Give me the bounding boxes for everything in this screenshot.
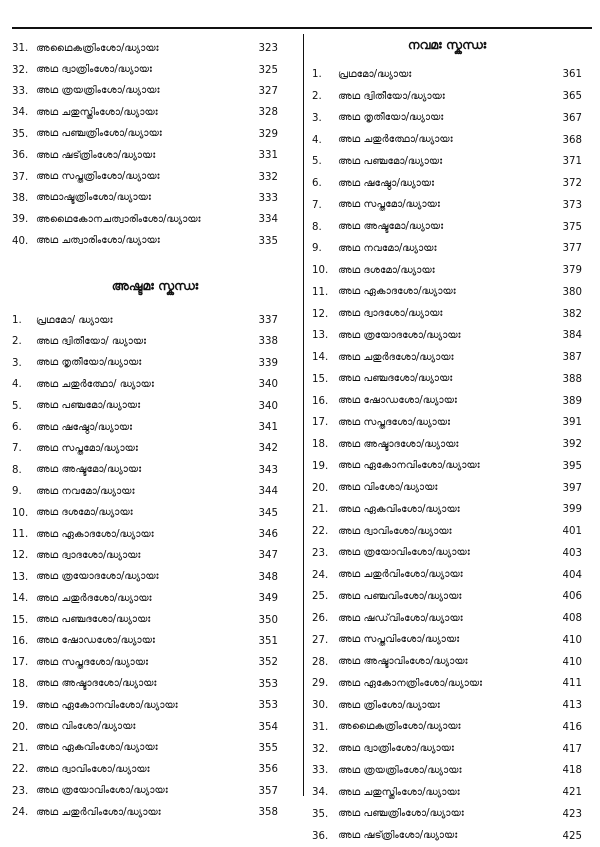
page-number: 375 bbox=[562, 221, 582, 233]
toc-row bbox=[312, 804, 582, 826]
toc-row bbox=[12, 438, 278, 459]
toc-row bbox=[312, 630, 582, 652]
chapter-number: 17. bbox=[12, 657, 29, 669]
chapter-title: അഥ ചതുർദശോ/ദ്ധ്യായഃ bbox=[338, 351, 454, 363]
chapter-title: അഥ ചതുസ്ത്രിംശോ/ദ്ധ്യായഃ bbox=[36, 106, 158, 118]
toc-row bbox=[312, 325, 582, 347]
chapter-title: അഥ അഷ്ടമോ/ദ്ധ്യായഃ bbox=[338, 221, 444, 233]
page-number: 399 bbox=[562, 504, 582, 516]
toc-row bbox=[12, 231, 278, 252]
chapter-number: 17. bbox=[312, 417, 329, 429]
chapter-number: 21. bbox=[12, 742, 29, 754]
chapter-title: അഥ തൃതീയോ/ദ്ധ്യായഃ bbox=[338, 112, 444, 124]
toc-row bbox=[312, 412, 582, 434]
toc-row bbox=[12, 331, 278, 352]
chapter-number: 9. bbox=[312, 243, 322, 255]
page-number: 367 bbox=[562, 112, 582, 124]
toc-row bbox=[312, 782, 582, 804]
page-number: 379 bbox=[562, 265, 582, 277]
chapter-title: അഥ ഏകവിംശോ/ദ്ധ്യായഃ bbox=[338, 503, 460, 515]
chapter-number: 6. bbox=[312, 178, 322, 190]
chapter-number: 10. bbox=[12, 507, 29, 519]
chapter-title: അഥ ചതുർവിംശോ/ദ്ധ്യായഃ bbox=[338, 569, 463, 581]
page-number: 323 bbox=[258, 43, 278, 55]
toc-row bbox=[12, 59, 278, 80]
page-number: 410 bbox=[562, 634, 582, 646]
toc-row bbox=[312, 86, 582, 108]
chapter-title: അഥ ചതുർദശോ/ദ്ധ്യായഃ bbox=[36, 592, 152, 604]
page-number: 328 bbox=[258, 107, 278, 119]
toc-row bbox=[312, 521, 582, 543]
page-number: 418 bbox=[562, 765, 582, 777]
page-number: 341 bbox=[258, 422, 278, 434]
chapter-title: അഥ ഷഡ്‌വിംശോ/ദ്ധ്യായഃ bbox=[338, 612, 463, 624]
toc-row bbox=[12, 353, 278, 374]
chapter-number: 35. bbox=[312, 808, 329, 820]
toc-row bbox=[312, 390, 582, 412]
chapter-number: 31. bbox=[312, 721, 329, 733]
page-number: 334 bbox=[258, 214, 278, 226]
chapter-title: അഥ ഷഷ്ഠോ/ദ്ധ്യായഃ bbox=[338, 177, 435, 189]
right-section-list bbox=[312, 64, 582, 847]
page-number: 373 bbox=[562, 199, 582, 211]
page-number: 404 bbox=[562, 569, 582, 581]
page-number: 354 bbox=[258, 721, 278, 733]
chapter-title: അഥ ചത്വാരിംശോ/ദ്ധ്യായഃ bbox=[36, 235, 160, 247]
toc-row bbox=[312, 738, 582, 760]
chapter-title: അഥ പഞ്ചമോ/ദ്ധ്യായഃ bbox=[36, 400, 141, 412]
page-number: 340 bbox=[258, 379, 278, 391]
chapter-number: 20. bbox=[12, 721, 29, 733]
toc-row bbox=[12, 374, 278, 395]
page-number: 343 bbox=[258, 464, 278, 476]
toc-row bbox=[12, 545, 278, 566]
chapter-number: 35. bbox=[12, 128, 29, 140]
chapter-number: 24. bbox=[12, 807, 29, 819]
page-number: 339 bbox=[258, 357, 278, 369]
chapter-number: 15. bbox=[312, 373, 329, 385]
chapter-title: അഥ ഏകാദശോ/ദ്ധ്യായഃ bbox=[36, 528, 154, 540]
left-column bbox=[12, 38, 278, 823]
chapter-number: 13. bbox=[12, 571, 29, 583]
page-number: 325 bbox=[258, 64, 278, 76]
page-number: 337 bbox=[258, 315, 278, 327]
chapter-title: അഥ അഷ്ടാദശോ/ദ്ധ്യായഃ bbox=[338, 438, 459, 450]
page-number: 403 bbox=[562, 547, 582, 559]
chapter-number: 32. bbox=[312, 743, 329, 755]
toc-row bbox=[312, 216, 582, 238]
chapter-number: 9. bbox=[12, 486, 22, 498]
toc-row bbox=[12, 460, 278, 481]
page-number: 357 bbox=[258, 785, 278, 797]
page-number: 331 bbox=[258, 150, 278, 162]
chapter-number: 11. bbox=[312, 286, 329, 298]
page-number: 353 bbox=[258, 700, 278, 712]
toc-row bbox=[12, 102, 278, 123]
toc-row bbox=[12, 395, 278, 416]
toc-row bbox=[312, 651, 582, 673]
toc-row bbox=[12, 81, 278, 102]
toc-row bbox=[312, 108, 582, 130]
page-number: 350 bbox=[258, 614, 278, 626]
toc-row bbox=[312, 64, 582, 86]
chapter-title: അഥ ദശമോ/ദ്ധ്യായഃ bbox=[338, 264, 435, 276]
chapter-number: 23. bbox=[312, 547, 329, 559]
chapter-title: അഥ ഷട്ത്രിംശോ/ദ്ധ്യായഃ bbox=[338, 830, 458, 842]
chapter-number: 2. bbox=[312, 91, 322, 103]
page-number: 327 bbox=[258, 85, 278, 97]
page-number: 353 bbox=[258, 678, 278, 690]
chapter-number: 11. bbox=[12, 529, 29, 540]
page-number: 388 bbox=[562, 373, 582, 385]
chapter-number: 36. bbox=[312, 830, 329, 842]
toc-row bbox=[12, 652, 278, 673]
chapter-title: അഥ ദ്വാദശോ/ദ്ധ്യായഃ bbox=[338, 308, 443, 320]
chapter-title: അഥ ത്രയോദശോ/ദ്ധ്യായഃ bbox=[36, 571, 159, 583]
chapter-number: 28. bbox=[312, 656, 329, 668]
toc-row bbox=[312, 477, 582, 499]
page-number: 338 bbox=[258, 336, 278, 348]
toc-row bbox=[12, 166, 278, 187]
chapter-title: അഥ ദ്വാത്രിംശോ/ദ്ധ്യായഃ bbox=[36, 64, 152, 76]
chapter-title: അഥാഷ്ടത്രിംശോ/ദ്ധ്യായഃ bbox=[36, 192, 151, 204]
chapter-number: 3. bbox=[312, 112, 322, 124]
chapter-title: അഥ സപ്തമോ/ദ്ധ്യായഃ bbox=[36, 442, 138, 454]
chapter-number: 5. bbox=[12, 400, 22, 412]
chapter-number: 3. bbox=[12, 357, 22, 369]
chapter-title: അഥ ത്രയോദശോ/ദ്ധ്യായഃ bbox=[338, 329, 461, 341]
chapter-title: അഥ ദ്വാവിംശോ/ദ്ധ്യായഃ bbox=[36, 763, 150, 775]
chapter-title: അഥ പഞ്ചത്രിംശോ/ദ്ധ്യായഃ bbox=[338, 808, 464, 820]
page-number: 371 bbox=[562, 156, 582, 168]
toc-row bbox=[12, 588, 278, 609]
toc-row bbox=[12, 609, 278, 630]
chapter-title: അഥ ദ്വാവിംശോ/ദ്ധ്യായഃ bbox=[338, 525, 452, 537]
chapter-number: 19. bbox=[312, 460, 329, 472]
chapter-number: 23. bbox=[12, 785, 29, 797]
page-number: 416 bbox=[562, 721, 582, 733]
toc-row bbox=[12, 759, 278, 780]
chapter-number: 30. bbox=[312, 700, 329, 712]
chapter-number: 32. bbox=[12, 64, 29, 76]
toc-row bbox=[12, 145, 278, 166]
chapter-number: 33. bbox=[312, 765, 329, 777]
chapter-title: അഥ വിംശോ/ദ്ധ്യായഃ bbox=[36, 721, 136, 733]
chapter-number: 40. bbox=[12, 235, 29, 247]
toc-row bbox=[12, 674, 278, 695]
chapter-title: അഥ അഷ്ടാദശോ/ദ്ധ്യായഃ bbox=[36, 678, 157, 690]
chapter-title: അഥ ത്രയത്രിംശോ/ദ്ധ്യായഃ bbox=[338, 764, 462, 776]
page-number: 411 bbox=[562, 678, 582, 690]
toc-row bbox=[312, 586, 582, 608]
chapter-title: അഥ സപ്തമോ/ദ്ധ്യായഃ bbox=[338, 199, 440, 211]
chapter-number: 14. bbox=[12, 593, 29, 605]
page-number: 384 bbox=[562, 330, 582, 342]
top-rule bbox=[12, 27, 592, 29]
chapter-title: അഥ പഞ്ചത്രിംശോ/ദ്ധ്യായഃ bbox=[36, 128, 162, 140]
chapter-number: 39. bbox=[12, 214, 29, 226]
chapter-title: അഥ ത്രയത്രിംശോ/ദ്ധ്യായഃ bbox=[36, 85, 160, 97]
chapter-number: 37. bbox=[12, 171, 29, 183]
toc-row bbox=[312, 695, 582, 717]
toc-row bbox=[312, 608, 582, 630]
chapter-title: അഥൈകത്രിംശോ/ദ്ധ്യായഃ bbox=[36, 42, 159, 54]
toc-row bbox=[12, 209, 278, 230]
chapter-title: പ്രഥമോ/ദ്ധ്യായഃ bbox=[338, 68, 412, 80]
page-number: 387 bbox=[562, 352, 582, 364]
page-number: 355 bbox=[258, 742, 278, 754]
page-number: 372 bbox=[562, 178, 582, 190]
chapter-number: 8. bbox=[312, 221, 322, 233]
chapter-title: പ്രഥമോ/ ദ്ധ്യായഃ bbox=[36, 314, 113, 326]
page-number: 352 bbox=[258, 657, 278, 669]
chapter-title: അഥ പഞ്ചദശോ/ദ്ധ്യായഃ bbox=[338, 373, 453, 385]
page-number: 365 bbox=[562, 91, 582, 103]
chapter-number: 4. bbox=[12, 379, 22, 391]
chapter-number: 24. bbox=[312, 569, 329, 581]
chapter-title: അഥ ചതുസ്ത്രിംശോ/ദ്ധ്യായഃ bbox=[338, 786, 460, 798]
toc-row bbox=[312, 173, 582, 195]
chapter-title: അഥ ചതുർത്ഥോ/ ദ്ധ്യായഃ bbox=[36, 378, 154, 390]
chapter-title: അഥ ഷോഡശോ/ദ്ധ്യായഃ bbox=[36, 635, 155, 647]
page-number: 391 bbox=[562, 417, 582, 429]
chapter-number: 34. bbox=[12, 107, 29, 119]
page-number: 389 bbox=[562, 395, 582, 407]
toc-row bbox=[312, 499, 582, 521]
chapter-number: 15. bbox=[12, 614, 29, 626]
chapter-number: 31. bbox=[12, 43, 29, 55]
chapter-title: അഥ ചതുർവിംശോ/ദ്ധ്യായഃ bbox=[36, 806, 161, 818]
left-section-list bbox=[12, 310, 278, 823]
page-number: 344 bbox=[258, 486, 278, 498]
toc-row bbox=[312, 717, 582, 739]
toc-row bbox=[312, 825, 582, 847]
chapter-title: അഥ ഏകാദശോ/ദ്ധ്യായഃ bbox=[338, 286, 456, 298]
left-top-list bbox=[12, 38, 278, 252]
page-number: 421 bbox=[562, 787, 582, 799]
toc-row bbox=[12, 695, 278, 716]
chapter-title: അഥ ഏകോനവിംശോ/ദ്ധ്യായഃ bbox=[36, 699, 178, 711]
page-number: 413 bbox=[562, 700, 582, 712]
toc-row bbox=[312, 760, 582, 782]
toc-row bbox=[12, 188, 278, 209]
page-number: 423 bbox=[562, 808, 582, 820]
chapter-number: 19. bbox=[12, 700, 29, 712]
chapter-title: അഥ ത്രിംശോ/ദ്ധ്യായഃ bbox=[338, 699, 440, 711]
toc-row bbox=[12, 567, 278, 588]
toc-row bbox=[312, 456, 582, 478]
chapter-number: 22. bbox=[12, 764, 29, 776]
toc-row bbox=[312, 282, 582, 304]
chapter-number: 13. bbox=[312, 330, 329, 342]
toc-row bbox=[12, 524, 278, 545]
page-number: 392 bbox=[562, 439, 582, 451]
chapter-number: 25. bbox=[312, 591, 329, 603]
page-number: 347 bbox=[258, 550, 278, 562]
page-number: 358 bbox=[258, 807, 278, 819]
chapter-number: 7. bbox=[12, 443, 22, 455]
chapter-number: 21. bbox=[312, 504, 329, 516]
page-number: 329 bbox=[258, 128, 278, 140]
toc-row bbox=[312, 543, 582, 565]
toc-row bbox=[312, 195, 582, 217]
chapter-number: 18. bbox=[12, 678, 29, 690]
chapter-title: അഥ ഏകോനത്രിംശോ/ദ്ധ്യായഃ bbox=[338, 677, 483, 689]
page-number: 406 bbox=[562, 591, 582, 603]
chapter-title: അഥ അഷ്ടമോ/ദ്ധ്യായഃ bbox=[36, 464, 142, 476]
toc-row bbox=[312, 151, 582, 173]
chapter-title: അഥ നവമോ/ദ്ധ്യായഃ bbox=[338, 242, 437, 254]
toc-row bbox=[312, 129, 582, 151]
chapter-number: 16. bbox=[312, 395, 329, 407]
chapter-number: 29. bbox=[312, 678, 329, 690]
toc-row bbox=[312, 369, 582, 391]
chapter-number: 1. bbox=[312, 69, 322, 81]
right-column bbox=[312, 38, 582, 847]
chapter-title: അഥ ഷട്ത്രിംശോ/ദ്ധ്യായഃ bbox=[36, 149, 156, 161]
chapter-title: അഥ വിംശോ/ദ്ധ്യായഃ bbox=[338, 482, 438, 494]
page-number: 351 bbox=[258, 635, 278, 647]
chapter-title: അഥൈകോനചത്വാരിംശോ/ദ്ധ്യായഃ bbox=[36, 213, 201, 225]
chapter-number: 18. bbox=[312, 439, 329, 451]
chapter-title: അഥ സപ്തദശോ/ദ്ധ്യായഃ bbox=[338, 416, 451, 428]
chapter-number: 1. bbox=[12, 315, 22, 327]
chapter-number: 27. bbox=[312, 634, 329, 646]
chapter-number: 10. bbox=[312, 265, 329, 277]
chapter-number: 16. bbox=[12, 635, 29, 647]
toc-row bbox=[312, 303, 582, 325]
page-number: 348 bbox=[258, 571, 278, 583]
toc-row bbox=[12, 781, 278, 802]
chapter-number: 2. bbox=[12, 336, 22, 348]
toc-row bbox=[12, 802, 278, 823]
toc-row bbox=[312, 434, 582, 456]
page-number: 361 bbox=[562, 69, 582, 81]
section-heading-ashtama: അഷ്ടമഃ സ്കന്ധഃ bbox=[111, 277, 199, 293]
chapter-title: അഥ സപ്തദശോ/ദ്ധ്യായഃ bbox=[36, 656, 149, 668]
chapter-number: 4. bbox=[312, 134, 322, 146]
chapter-title: അഥ പഞ്ചവിംശോ/ദ്ധ്യായഃ bbox=[338, 590, 462, 602]
toc-row bbox=[12, 38, 278, 59]
page-number: 380 bbox=[562, 286, 582, 298]
chapter-title: അഥ ഷോഡശോ/ദ്ധ്യായഃ bbox=[338, 395, 457, 407]
chapter-title: അഥ ത്രയോവിംശോ/ദ്ധ്യായഃ bbox=[338, 547, 470, 559]
toc-row bbox=[312, 347, 582, 369]
chapter-number: 33. bbox=[12, 85, 29, 97]
page-number: 346 bbox=[258, 529, 278, 540]
page-number: 397 bbox=[562, 482, 582, 494]
chapter-number: 26. bbox=[312, 613, 329, 625]
chapter-title: അഥ പഞ്ചദശോ/ദ്ധ്യായഃ bbox=[36, 614, 151, 626]
toc-row bbox=[12, 738, 278, 759]
toc-row bbox=[12, 481, 278, 502]
page-number: 335 bbox=[258, 235, 278, 247]
chapter-number: 22. bbox=[312, 526, 329, 538]
page-number: 345 bbox=[258, 507, 278, 519]
chapter-title: അഥ ദ്വാദശോ/ദ്ധ്യായഃ bbox=[36, 549, 141, 561]
chapter-title: അഥ ഏകോനവിംശോ/ദ്ധ്യായഃ bbox=[338, 460, 480, 472]
page-number: 349 bbox=[258, 593, 278, 605]
chapter-title: അഥ ദശമോ/ദ്ധ്യായഃ bbox=[36, 507, 133, 519]
page-number: 410 bbox=[562, 656, 582, 668]
toc-row bbox=[12, 631, 278, 652]
toc-row bbox=[312, 238, 582, 260]
page-number: 395 bbox=[562, 460, 582, 472]
chapter-title: അഥ തൃതീയോ/ദ്ധ്യായഃ bbox=[36, 357, 142, 369]
page-number: 425 bbox=[562, 830, 582, 842]
chapter-number: 34. bbox=[312, 787, 329, 799]
chapter-number: 12. bbox=[312, 308, 329, 320]
toc-row bbox=[12, 310, 278, 331]
toc-row bbox=[312, 564, 582, 586]
chapter-title: അഥ ദ്വാത്രിംശോ/ദ്ധ്യായഃ bbox=[338, 743, 454, 755]
page-number: 382 bbox=[562, 308, 582, 320]
chapter-number: 14. bbox=[312, 352, 329, 364]
chapter-title: അഥ സപ്തവിംശോ/ദ്ധ്യായഃ bbox=[338, 634, 460, 646]
chapter-number: 7. bbox=[312, 199, 322, 211]
chapter-number: 20. bbox=[312, 482, 329, 494]
chapter-title: അഥ ചതുർത്ഥോ/ദ്ധ്യായഃ bbox=[338, 134, 453, 146]
page-number: 408 bbox=[562, 613, 582, 625]
toc-row bbox=[312, 260, 582, 282]
chapter-title: അഥ നവമോ/ദ്ധ്യായഃ bbox=[36, 485, 135, 497]
toc-row bbox=[12, 417, 278, 438]
toc-row bbox=[12, 124, 278, 145]
page-number: 401 bbox=[562, 526, 582, 538]
page-number: 377 bbox=[562, 243, 582, 255]
chapter-title: അഥ സപ്തത്രിംശോ/ദ്ധ്യായഃ bbox=[36, 171, 160, 183]
chapter-title: അഥ ഏകവിംശോ/ദ്ധ്യായഃ bbox=[36, 742, 158, 754]
page-number: 340 bbox=[258, 400, 278, 412]
page-number: 332 bbox=[258, 171, 278, 183]
section-heading-navama: നവമഃ സ്കന്ധഃ bbox=[407, 37, 487, 52]
page-number: 368 bbox=[562, 134, 582, 146]
chapter-number: 6. bbox=[12, 422, 22, 434]
column-divider bbox=[303, 34, 304, 796]
chapter-number: 38. bbox=[12, 192, 29, 204]
chapter-number: 36. bbox=[12, 150, 29, 162]
chapter-title: അഥ ത്രയോവിംശോ/ദ്ധ്യായഃ bbox=[36, 785, 168, 797]
chapter-title: അഥ പഞ്ചമോ/ദ്ധ്യായഃ bbox=[338, 155, 443, 167]
page-number: 342 bbox=[258, 443, 278, 455]
chapter-title: അഥ അഷ്ടാവിംശോ/ദ്ധ്യായഃ bbox=[338, 656, 468, 668]
page-number: 417 bbox=[562, 743, 582, 755]
chapter-number: 8. bbox=[12, 464, 22, 476]
chapter-title: അഥൈകത്രിംശോ/ദ്ധ്യായഃ bbox=[338, 721, 461, 733]
toc-row bbox=[12, 502, 278, 523]
chapter-title: അഥ ദ്വിതീയോ/ദ്ധ്യായഃ bbox=[338, 90, 445, 102]
chapter-number: 5. bbox=[312, 156, 322, 168]
chapter-number: 12. bbox=[12, 550, 29, 562]
page-number: 356 bbox=[258, 764, 278, 776]
toc-row bbox=[12, 716, 278, 737]
toc-row bbox=[312, 673, 582, 695]
chapter-title: അഥ ഷഷ്ഠോ/ദ്ധ്യായഃ bbox=[36, 421, 133, 433]
page-number: 333 bbox=[258, 192, 278, 204]
chapter-title: അഥ ദ്വിതീയോ/ ദ്ധ്യായഃ bbox=[36, 335, 147, 347]
